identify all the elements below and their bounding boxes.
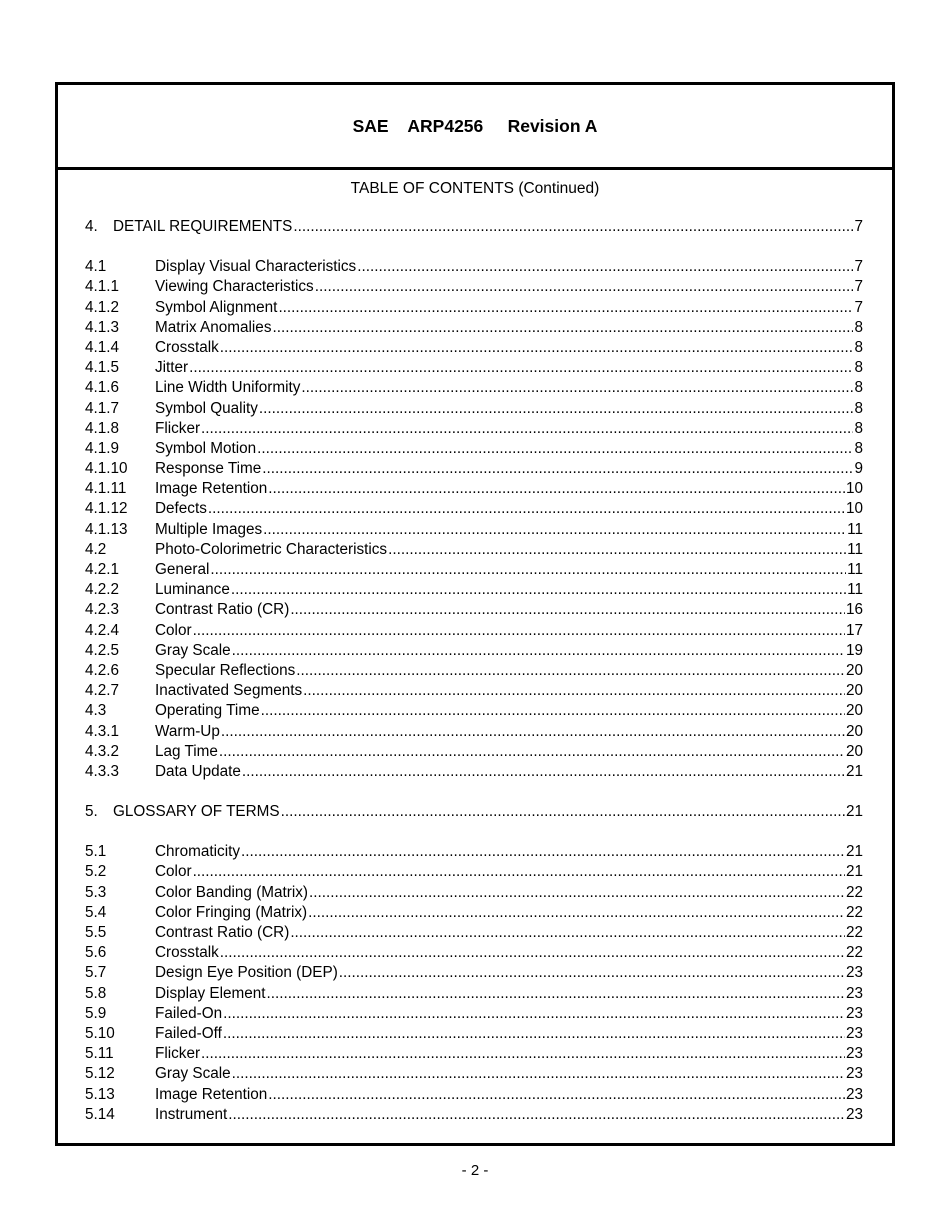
toc-number: 5.7 <box>85 964 107 982</box>
dot-leader <box>221 722 845 742</box>
toc-entry-title: Crosstalk <box>155 338 219 356</box>
toc-entry <box>85 943 863 963</box>
toc-page-number: 23 <box>845 984 863 1002</box>
toc-page-number: 7 <box>854 298 863 316</box>
toc-page-number: 22 <box>845 883 863 901</box>
toc-entry <box>85 701 863 721</box>
dot-leader <box>257 439 853 459</box>
toc-page-number: 8 <box>854 439 863 457</box>
toc-entry <box>85 742 863 762</box>
toc-entry-title: Color <box>155 863 192 881</box>
toc-entry <box>85 1064 863 1084</box>
toc-entry-title: Gray Scale <box>155 1065 231 1083</box>
toc-section-heading <box>85 217 863 237</box>
toc-entry <box>85 338 863 358</box>
toc-number: 5.1 <box>85 843 107 861</box>
toc-number: 4.3.3 <box>85 762 120 780</box>
toc-entry-title: Instrument <box>155 1105 228 1123</box>
dot-leader <box>268 479 845 499</box>
toc-entry <box>85 762 863 782</box>
toc-entry-title: Chromaticity <box>155 843 240 861</box>
toc-entry-title: General <box>155 561 210 578</box>
toc-heading: TABLE OF CONTENTS (Continued) <box>350 180 600 197</box>
toc-entry <box>85 842 863 862</box>
toc-entry <box>85 560 863 580</box>
toc-page-number: 20 <box>845 742 863 760</box>
toc-entry-title: Crosstalk <box>155 944 219 962</box>
toc-page-number: 23 <box>845 1004 863 1022</box>
toc-entry-title: Photo-Colorimetric Characteristics <box>155 540 388 558</box>
document-title: SAE ARP4256 Revision A <box>352 115 598 136</box>
toc-number: 4.3.1 <box>85 722 120 740</box>
toc-page-number: 21 <box>845 803 863 821</box>
toc-entry-title: Inactivated Segments <box>155 682 303 700</box>
toc-entry <box>85 903 863 923</box>
toc-number: 4.1.7 <box>85 399 120 417</box>
dot-leader <box>278 298 853 318</box>
dot-leader <box>210 560 846 580</box>
section-spacer <box>85 782 863 802</box>
toc-entry-title: Color Fringing (Matrix) <box>155 903 308 921</box>
toc-page-number: 20 <box>845 722 863 740</box>
toc-page-number: 23 <box>845 964 863 982</box>
toc-entry <box>85 1105 863 1125</box>
toc-page-number: 22 <box>845 944 863 962</box>
toc-entry <box>85 358 863 378</box>
toc-entry-title: Image Retention <box>155 480 268 498</box>
toc-number: 4.2.4 <box>85 621 120 639</box>
toc-entry <box>85 1004 863 1024</box>
toc-number: 5.11 <box>85 1045 114 1063</box>
toc-entry <box>85 499 863 519</box>
toc-number: 4.1.8 <box>85 419 120 437</box>
toc-page-number: 8 <box>854 419 863 437</box>
toc-number: 4.1.4 <box>85 338 120 356</box>
toc-section-heading <box>85 802 863 822</box>
toc-entry <box>85 298 863 318</box>
toc-entry-title: Failed-On <box>155 1004 223 1022</box>
toc-number: 4.3.2 <box>85 742 120 760</box>
toc-number: 5.10 <box>85 1024 115 1042</box>
page-number: - 2 - <box>461 1162 489 1179</box>
dot-leader <box>193 621 845 641</box>
toc-number: 5.14 <box>85 1105 115 1123</box>
toc-number: 4.1.3 <box>85 318 120 336</box>
toc-page-number: 11 <box>847 520 863 538</box>
toc-entry-title: Matrix Anomalies <box>155 318 272 336</box>
dot-leader <box>272 318 853 338</box>
toc-page-number: 19 <box>845 641 863 659</box>
toc-number: 4.2.3 <box>85 601 120 619</box>
toc-entry <box>85 681 863 701</box>
toc-entry <box>85 479 863 499</box>
toc-page-number: 10 <box>845 500 863 518</box>
toc-page-number: 8 <box>854 359 863 377</box>
toc-entry-title: Operating Time <box>155 702 260 720</box>
dot-leader <box>339 963 845 983</box>
toc-page-number: 10 <box>845 480 863 498</box>
toc-page-number: 20 <box>845 661 863 679</box>
toc-number: 5.6 <box>85 944 107 962</box>
dot-leader <box>268 1085 845 1105</box>
toc-entry <box>85 540 863 560</box>
toc-entry <box>85 862 863 882</box>
toc-number: 4.1.6 <box>85 379 120 397</box>
dot-leader <box>228 1105 845 1125</box>
dot-leader <box>232 641 845 661</box>
toc-page-number: 23 <box>845 1085 863 1103</box>
toc-page-number: 22 <box>845 903 863 921</box>
toc-page-number: 7 <box>854 258 863 276</box>
dot-leader <box>220 943 845 963</box>
toc-page-number: 21 <box>845 863 863 881</box>
toc-number: 5.2 <box>85 863 107 881</box>
toc-entry <box>85 1085 863 1105</box>
dot-leader <box>308 903 845 923</box>
dot-leader <box>303 681 845 701</box>
toc-entry-title: Response Time <box>155 460 262 478</box>
toc-entry-title: Contrast Ratio (CR) <box>155 601 290 619</box>
toc-entry <box>85 1044 863 1064</box>
toc-number: 5.5 <box>85 924 107 941</box>
toc-number: 4.2.6 <box>85 661 120 679</box>
toc-number: 5.8 <box>85 984 107 1002</box>
toc-page-number: 16 <box>845 601 863 619</box>
section-spacer <box>85 237 863 257</box>
toc-number: 5.4 <box>85 903 107 921</box>
toc-number: 4.2.2 <box>85 581 120 599</box>
dot-leader <box>357 257 853 277</box>
toc-entry-title: Display Visual Characteristics <box>155 258 357 276</box>
dot-leader <box>293 217 853 237</box>
toc-number: 4.2 <box>85 540 107 558</box>
toc-page-number: 20 <box>845 682 863 700</box>
dot-leader <box>301 378 853 398</box>
toc-entry <box>85 318 863 338</box>
section-spacer <box>85 822 863 842</box>
toc-page-number: 11 <box>847 581 863 599</box>
toc-page-number: 8 <box>854 338 863 356</box>
toc-number: 4.1.2 <box>85 298 120 316</box>
toc-number: 4.1.13 <box>85 520 128 538</box>
toc-entry <box>85 378 863 398</box>
toc-entry <box>85 641 863 661</box>
toc-number: 4.1.9 <box>85 439 120 457</box>
toc-entry-title: Specular Reflections <box>155 661 296 679</box>
toc-number: 4.2.7 <box>85 682 120 700</box>
toc-entry <box>85 580 863 600</box>
dot-leader <box>223 1024 845 1044</box>
dot-leader <box>315 277 854 297</box>
toc-page-number: 21 <box>845 762 863 780</box>
toc-number: 4.2.1 <box>85 561 120 578</box>
toc-page-number: 11 <box>847 561 863 578</box>
dot-leader <box>241 842 845 862</box>
toc-entry-title: Luminance <box>155 581 230 599</box>
dot-leader <box>201 1044 845 1064</box>
dot-leader <box>208 499 845 519</box>
toc-number: 5.12 <box>85 1065 115 1083</box>
toc-number: 4.1.10 <box>85 460 128 478</box>
toc-entry-title: GLOSSARY OF TERMS <box>113 803 280 821</box>
dot-leader <box>201 419 853 439</box>
table-of-contents <box>85 217 863 1125</box>
toc-number: 4.3 <box>85 702 107 720</box>
toc-number: 4.1.1 <box>85 278 120 296</box>
toc-entry-title: Jitter <box>155 359 189 377</box>
toc-page-number: 8 <box>854 399 863 417</box>
toc-number: 5.13 <box>85 1085 115 1103</box>
toc-entry-title: Multiple Images <box>155 520 263 538</box>
toc-number: 4.2.5 <box>85 641 120 659</box>
toc-entry <box>85 277 863 297</box>
toc-page-number: 23 <box>845 1024 863 1042</box>
toc-entry <box>85 439 863 459</box>
toc-page-number: 23 <box>845 1045 863 1063</box>
dot-leader <box>232 1064 845 1084</box>
dot-leader <box>220 338 854 358</box>
toc-page-number: 23 <box>845 1065 863 1083</box>
toc-number: 5.3 <box>85 883 107 901</box>
dot-leader <box>262 459 853 479</box>
toc-entry <box>85 1024 863 1044</box>
toc-entry <box>85 661 863 681</box>
dot-leader <box>259 399 854 419</box>
toc-page-number: 11 <box>847 540 863 558</box>
toc-page-number: 8 <box>854 379 863 397</box>
toc-number: 4.1.12 <box>85 500 128 518</box>
dot-leader <box>231 580 846 600</box>
dot-leader <box>193 862 845 882</box>
toc-entry <box>85 963 863 983</box>
toc-entry <box>85 621 863 641</box>
toc-entry-title: Symbol Alignment <box>155 298 278 316</box>
dot-leader <box>267 984 845 1004</box>
toc-entry-title: Symbol Motion <box>155 439 257 457</box>
toc-entry <box>85 923 863 943</box>
dot-leader <box>290 923 845 943</box>
dot-leader <box>296 661 845 681</box>
toc-entry <box>85 600 863 620</box>
toc-entry-title: Color Banding (Matrix) <box>155 883 309 901</box>
dot-leader <box>388 540 846 560</box>
dot-leader <box>189 358 853 378</box>
toc-entry-title: Data Update <box>155 762 241 780</box>
toc-entry <box>85 459 863 479</box>
toc-entry <box>85 419 863 439</box>
toc-entry <box>85 984 863 1004</box>
dot-leader <box>263 520 846 540</box>
document-header <box>58 85 892 170</box>
toc-entry-title: Flicker <box>155 419 201 437</box>
toc-entry <box>85 399 863 419</box>
toc-page-number: 23 <box>845 1105 863 1123</box>
toc-entry-title: Failed-Off <box>155 1024 222 1042</box>
dot-leader <box>261 701 845 721</box>
toc-number: 4.1 <box>85 258 107 276</box>
toc-page-number: 7 <box>854 218 863 235</box>
toc-entry <box>85 257 863 277</box>
toc-page-number: 17 <box>845 621 863 639</box>
toc-entry-title: Gray Scale <box>155 641 231 659</box>
toc-number: 5.9 <box>85 1004 107 1022</box>
toc-entry-title: Viewing Characteristics <box>155 278 314 296</box>
toc-number: 4. <box>85 218 98 235</box>
toc-entry <box>85 520 863 540</box>
toc-entry-title: Color <box>155 621 192 639</box>
dot-leader <box>242 762 845 782</box>
toc-entry-title: Flicker <box>155 1045 201 1063</box>
dot-leader <box>290 600 845 620</box>
toc-entry-title: Defects <box>155 500 207 518</box>
toc-entry-title: Lag Time <box>155 742 218 760</box>
toc-number: 4.1.11 <box>85 480 127 498</box>
toc-page-number: 22 <box>845 924 863 941</box>
toc-number: 4.1.5 <box>85 359 120 377</box>
toc-page-number: 21 <box>845 843 863 861</box>
toc-entry-title: Warm-Up <box>155 722 220 740</box>
toc-page-number: 8 <box>854 318 863 336</box>
dot-leader <box>219 742 845 762</box>
toc-entry-title: Line Width Uniformity <box>155 379 301 397</box>
toc-entry-title: Design Eye Position (DEP) <box>155 964 338 982</box>
toc-entry-title: Contrast Ratio (CR) <box>155 924 290 941</box>
toc-page-number: 9 <box>854 460 863 478</box>
toc-entry-title: DETAIL REQUIREMENTS <box>113 218 293 235</box>
toc-page-number: 7 <box>854 278 863 296</box>
toc-page-number: 20 <box>845 702 863 720</box>
document-frame <box>55 82 895 1146</box>
dot-leader <box>223 1004 845 1024</box>
dot-leader <box>281 802 845 822</box>
toc-entry <box>85 722 863 742</box>
toc-entry-title: Display Element <box>155 984 266 1002</box>
dot-leader <box>309 883 845 903</box>
toc-entry <box>85 883 863 903</box>
toc-number: 5. <box>85 803 98 821</box>
toc-entry-title: Symbol Quality <box>155 399 258 417</box>
toc-entry-title: Image Retention <box>155 1085 268 1103</box>
